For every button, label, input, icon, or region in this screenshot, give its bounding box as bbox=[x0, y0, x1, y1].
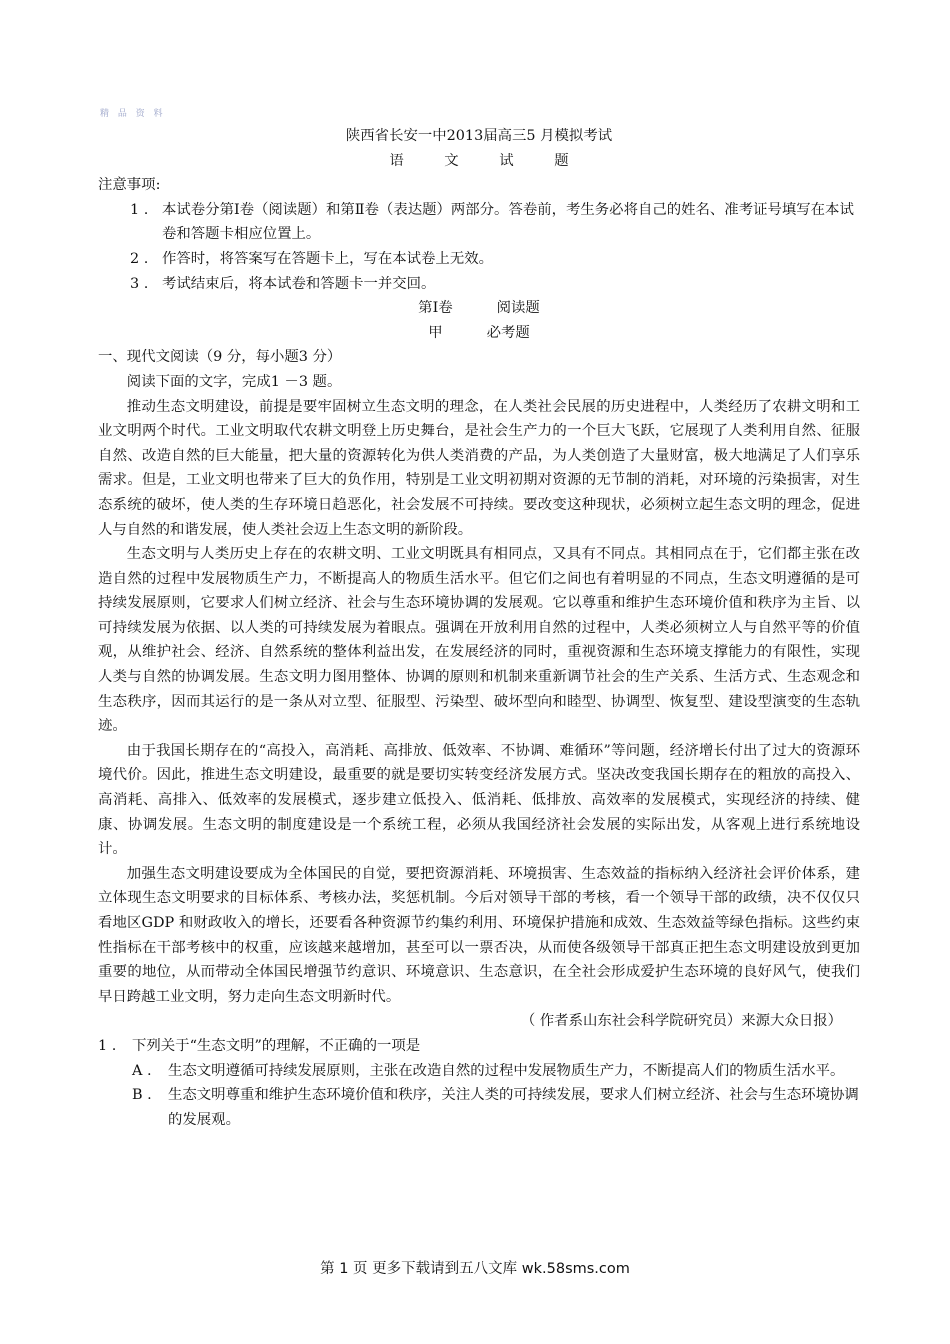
reading-heading: 一、现代文阅读（9 分，每小题3 分） bbox=[98, 349, 342, 366]
note-number: 2 . bbox=[130, 250, 149, 267]
passage-source: （ 作者系山东社会科学院研究员）来源大众日报） bbox=[520, 1013, 842, 1030]
note-item bbox=[98, 272, 860, 297]
note-number: 1 . bbox=[130, 201, 149, 218]
notes-heading: 注意事项: bbox=[98, 177, 161, 194]
reading-instruction: 阅读下面的文字，完成1 －3 题。 bbox=[126, 373, 342, 390]
note-item bbox=[98, 247, 860, 272]
note-text: 本试卷分第Ⅰ卷（阅读题）和第Ⅱ卷（表达题）两部分。答卷前，考生务必将自己的姓名、准考证号填写在本试卷和答题卡相应位置上。 bbox=[162, 201, 854, 243]
question-stem bbox=[98, 1034, 860, 1059]
watermark: 精 品 资 料 bbox=[100, 109, 166, 119]
option-letter: A . bbox=[132, 1062, 152, 1079]
note-item bbox=[98, 198, 860, 247]
part-title: 阅读题 bbox=[496, 300, 540, 317]
option-text: 生态文明尊重和维护生态环境价值和秩序，关注人类的可持续发展，要求人们树立经济、社会与生态环境协调的发展观。 bbox=[168, 1087, 859, 1128]
passage-paragraph: 由于我国长期存在的“高投入，高消耗、高排放、低效率、不协调、难循环”等问题，经济增长付出了过大的资源环境代价。因此，推进生态文明建设，最重要的就是要切实转变经济发展方式。坚决改变我国长期存在的粗放的高投入、高消耗、高排入、低效率的发展模式，逐步建立低投入、低消耗、低排放、高效率的发展模式，实现经济的持续、健康、协调发展。生态文明的制度建设是一个系统工程，必须从我国经济社会发展的实际出发，从客观上进行系统地设计。 bbox=[98, 742, 860, 858]
subpart-heading bbox=[98, 321, 860, 346]
note-text: 作答时，将答案写在答题卡上，写在本试卷上无效。 bbox=[162, 250, 493, 267]
note-text: 考试结束后，将本试卷和答题卡一并交回。 bbox=[162, 275, 436, 292]
question-text: 下列关于“生态文明”的理解，不正确的一项是 bbox=[132, 1037, 421, 1054]
exam-title: 陕西省长安一中2013届高三5 月模拟考试 bbox=[345, 128, 613, 144]
note-number: 3 . bbox=[130, 275, 149, 292]
answer-option bbox=[98, 1083, 860, 1132]
passage-paragraph: 生态文明与人类历史上存在的农耕文明、工业文明既具有相同点，又具有不同点。其相同点在于，它们都主张在改造自然的过程中发展物质生产力，不断提高人的物质生活水平。但它们之间也有着明显的不同点，生态文明遵循的是可持续发展原则，它要求人们树立经济、社会与生态环境协调的发展观。它以尊重和维护生态环境价值和秩序为主旨、以可持续发展为依据、以人类的可持续发展为着眼点。强调在开放利用自然的过程中，人类必须树立人与自然平等的价值观，从维护社会、经济、自然系统的整体利益出发，在发展经济的同时，重视资源和生态环境支撑能力的有限性，实现人类与自然的协调发展。生态文明力图用整体、协调的原则和机制来重新调节社会的生产关系、生活方式、生态观念和生态秩序，因而其运行的是一条从对立型、征服型、污染型、破坏型向和睦型、协调型、恢复型、建设型演变的生态轨迹。 bbox=[98, 546, 860, 735]
option-text: 生态文明遵循可持续发展原则，主张在改造自然的过程中发展物质生产力，不断提高人们的物质生活水平。 bbox=[168, 1062, 845, 1079]
page-footer: 第 1 页 更多下载请到五八文库 wk.58sms.com bbox=[320, 1261, 630, 1277]
option-letter: B . bbox=[132, 1087, 152, 1104]
passage-paragraph: 加强生态文明建设要成为全体国民的自觉，要把资源消耗、环境损害、生态效益的指标纳入经济社会评价体系，建立体现生态文明要求的目标体系、考核办法，奖惩机制。今后对领导干部的考核，看一个领导干部的政绩，决不仅仅只看地区GDP 和财政收入的增长，还要看各种资源节约集约利用、环境保护措施和成效、生态效益等绿色指标。这些约束性指标在干部考核中的权重，应该越来越增加，甚至可以一票否决，从而使各级领导干部真正把生态文明建设放到更加重要的地位，从而带动全体国民增强节约意识、环境意识、生态意识，在全社会形成爱护生态环境的良好风气，使我们早日跨越工业文明，努力走向生态文明新时代。 bbox=[98, 865, 860, 1005]
question-number: 1 . bbox=[98, 1037, 117, 1054]
exam-subtitle bbox=[98, 149, 860, 174]
document-body bbox=[98, 124, 860, 1132]
subject-label: 语 文 试 题 bbox=[389, 152, 587, 169]
answer-option bbox=[98, 1059, 860, 1084]
passage-paragraph: 推动生态文明建设，前提是要牢固树立生态文明的理念，在人类社会民展的历史进程中，人类经历了农耕文明和工业文明两个时代。工业文明取代农耕文明登上历史舞台，是社会生产力的一个巨大飞跃，它展现了人类利用自然、征服自然、改造自然的巨大能量，把大量的资源转化为供人类消费的产品，为人类创造了大量财富，极大地满足了人们享乐需求。但是，工业文明也带来了巨大的负作用，特别是工业文明初期对资源的无节制的消耗，对环境的污染损害，对生态系统的破坏，使人类的生存环境日趋恶化，社会发展不可持续。要改变这种现状，必须树立起生态文明的理念，促进人与自然的和谐发展，使人类社会迈上生态文明的新阶段。 bbox=[98, 398, 860, 538]
part-heading bbox=[98, 296, 860, 321]
part-label: 第Ⅰ卷 bbox=[418, 300, 453, 317]
subpart-title: 必考题 bbox=[486, 324, 530, 341]
subpart-label: 甲 bbox=[428, 324, 443, 341]
